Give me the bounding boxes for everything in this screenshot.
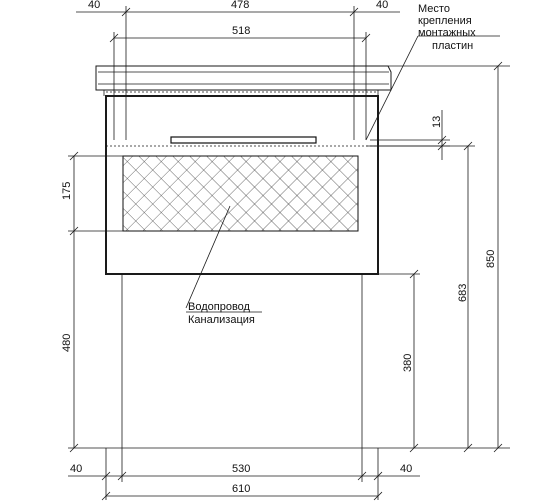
dim-plate-spacing: 518 — [232, 25, 251, 37]
countertop — [96, 66, 391, 96]
hatched-opening — [123, 156, 358, 231]
dim-pipe-height: 480 — [61, 333, 73, 352]
dim-bottom-width: 530 — [232, 463, 251, 475]
dim-total-height: 850 — [485, 249, 497, 268]
dim-floor-to-top: 683 — [457, 283, 469, 302]
left-dimensions — [68, 152, 123, 452]
dim-top-left-margin: 40 — [88, 0, 101, 11]
dim-top-right-margin: 40 — [376, 0, 389, 11]
dim-total-width: 610 — [232, 483, 251, 495]
mount-label-line1: Место — [418, 3, 450, 15]
dim-drawer-height: 175 — [61, 181, 73, 200]
dim-connection-height: 380 — [402, 353, 414, 372]
mount-label-line3: монтажных — [418, 27, 476, 39]
mount-label-line4: пластин — [432, 40, 474, 52]
utility-label-line1: Водопровод — [188, 301, 250, 313]
utility-label-line2: Канализация — [188, 314, 255, 326]
mount-label-line2: крепления — [418, 15, 472, 27]
dim-top-width: 478 — [231, 0, 250, 11]
dim-bottom-left-margin: 40 — [70, 463, 83, 475]
dim-plate-offset: 13 — [431, 115, 443, 128]
dim-bottom-right-margin: 40 — [400, 463, 413, 475]
